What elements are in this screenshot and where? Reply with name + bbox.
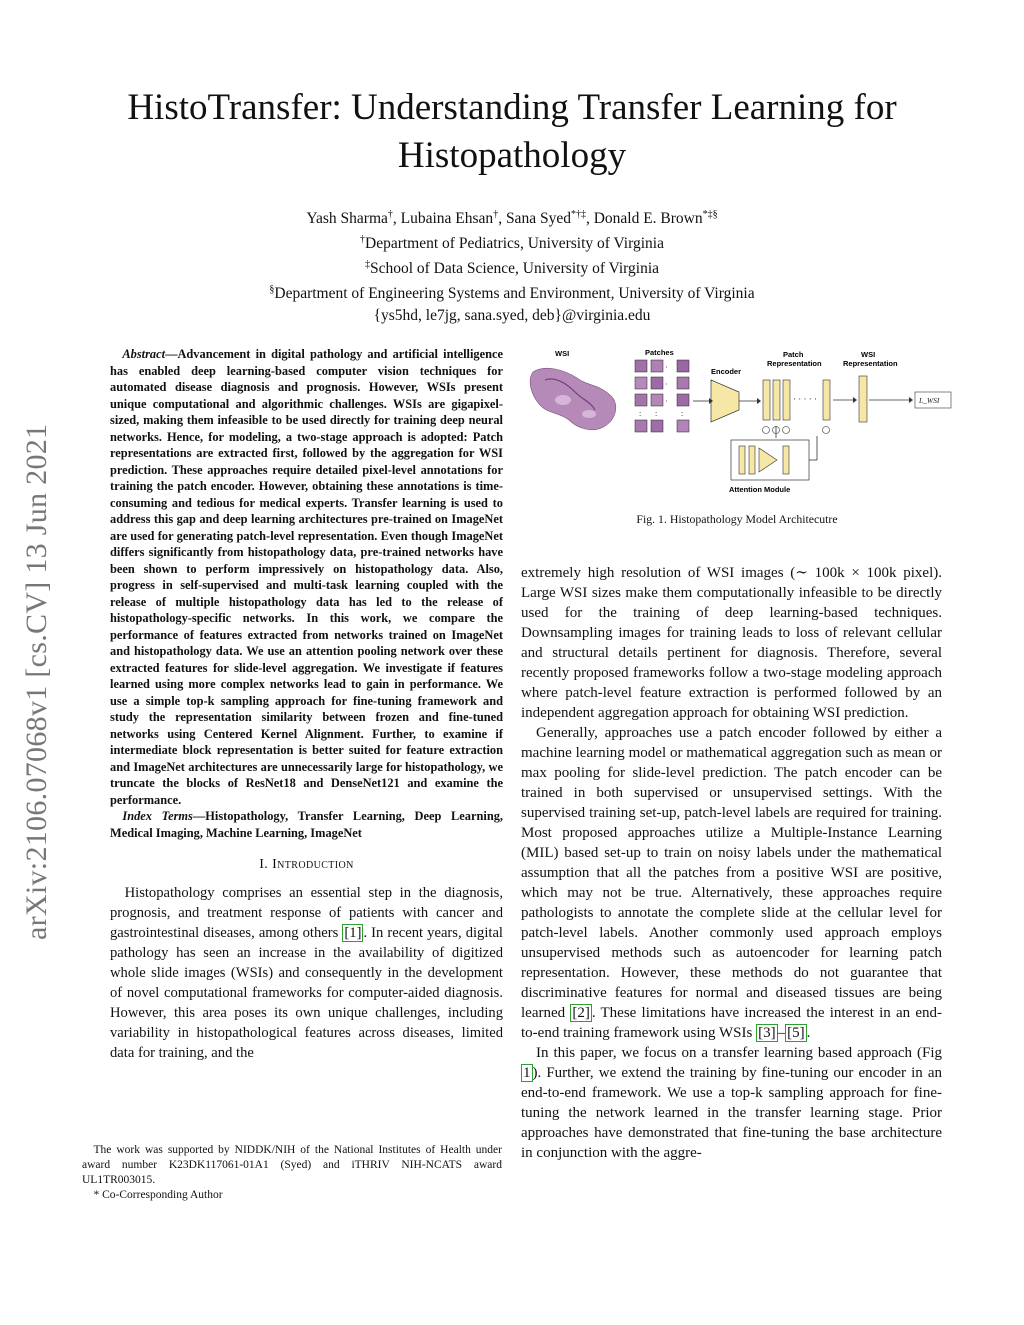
- figure-caption: Fig. 1. Histopathology Model Architecutre: [636, 512, 838, 526]
- label-attention-module: Attention Module: [729, 485, 791, 494]
- right-column: [521, 563, 942, 1163]
- citation-link[interactable]: [1]: [344, 925, 362, 941]
- wsi-representation-bar: [859, 376, 867, 422]
- patch-grid: [635, 360, 689, 432]
- svg-text::: :: [681, 409, 684, 418]
- label-loss: L_WSI: [919, 396, 940, 405]
- affiliation-3: §Department of Engineering Systems and Environment, University of Virginia: [269, 284, 755, 303]
- svg-text:·: ·: [665, 363, 668, 372]
- citation-link[interactable]: [5]: [787, 1025, 805, 1041]
- citation-link[interactable]: [2]: [572, 1005, 590, 1021]
- author-block: [60, 204, 964, 326]
- label-encoder: Encoder: [711, 367, 742, 376]
- abstract: Abstract—Advancement in digital pathology and artificial intelligence has enabled deep learning-based computer vision techniques for automated disease diagnosis and prognosis. However, WSIs present unique computational and algorithmic challenges. WSIs are gigapixel-sized, making them infeasible to be used directly for training deep neural networks. Hence, for modeling, a two-stage approach is adopted: Patch representations are extracted first, followed by the aggregation for WSI prediction. These approaches require detailed pixel-level annotations for training the patch encoder. However, obtaining these annotations is time-consuming and tedious for medical experts. Transfer learning is used to address this gap and deep learning architectures pre-trained on ImageNet are used for generating patch-level representation. Even though ImageNet differs significantly from histopathology data, pre-trained networks have been shown to perform impressively on histopathology data. Also, progress in self-supervised and multi-task learning coupled with the release of multiple histopathology data has led to the release of histopathology-specific networks. In this work, we compare the performance of features extracted from networks trained on ImageNet and histopathology data. We use an attention pooling network over these extracted features for slide-level aggregation. We investigate if features learned using more complex networks lead to gain in performance. We use a simple top-k sampling approach for fine-tuning framework and study the representation similarity between frozen and fine-tuned networks using Centered Kernel Alignment. Further, to examine if intermediate block representation is better suited for feature extraction and ImageNet architectures are unnecessarily large for histopathology, we truncate the blocks of ResNet18 and DenseNet121 and examine the performance.: [110, 347, 503, 807]
- wsi-thumbnail: [530, 368, 616, 430]
- arxiv-stamp: arXiv:2106.07068v1 [cs.CV] 13 Jun 2021: [20, 423, 53, 940]
- svg-text:·: ·: [665, 380, 668, 389]
- svg-text::: :: [639, 409, 642, 418]
- label-patch-rep-1: Patch: [783, 350, 804, 359]
- svg-text:· · · · ·: · · · · ·: [793, 394, 817, 404]
- title-line-1: HistoTransfer: Understanding Transfer Learning for: [127, 87, 897, 128]
- svg-text:·: ·: [665, 397, 668, 406]
- author-names: Yash Sharma†, Lubaina Ehsan†, Sana Syed*†‡, Donald E. Brown*‡§: [306, 209, 718, 228]
- section-heading-introduction: I. Introduction: [259, 857, 354, 872]
- label-wsi-rep-1: WSI: [861, 350, 876, 359]
- architecture-figure: [525, 340, 957, 500]
- left-column: [110, 346, 503, 1063]
- affiliation-2: ‡School of Data Science, University of Virginia: [364, 259, 660, 278]
- paper-title: [60, 84, 964, 180]
- footnote: [82, 1143, 502, 1203]
- funding-note: The work was supported by NIDDK/NIH of the National Institutes of Health under award number K23DK117061-01A1 (Syed) and iTHRIV NIH-NCATS award UL1TR003015.: [82, 1144, 502, 1186]
- label-wsi-rep-2: Representation: [843, 359, 898, 368]
- label-patch-rep-2: Representation: [767, 359, 822, 368]
- author-emails: {ys5hd, le7jg, sana.syed, deb}@virginia.edu: [373, 306, 651, 324]
- title-line-2: Histopathology: [397, 135, 627, 176]
- right-paragraph-3: In this paper, we focus on a transfer learning based approach (Fig 1 ). Further, we extend the training by fine-tuning our encoder in an end-to-end framework. We use a top-k sampling approach for fine-tuning the network learned in the transfer learning stage. Prior approaches have demonstrated that fine-tuning the base architecture in conjunction with the aggre-: [521, 1045, 942, 1161]
- encoder-block: [711, 380, 739, 422]
- affiliation-1: †Department of Pediatrics, University of Virginia: [360, 234, 664, 253]
- label-wsi: WSI: [555, 349, 570, 358]
- citation-link[interactable]: [3]: [758, 1025, 776, 1041]
- svg-text::: :: [655, 409, 658, 418]
- right-paragraph-2: Generally, approaches use a patch encoder followed by either a machine learning model or mathematical aggregation such as mean or max pooling for slide-level prediction. The patch encoder can be trained in both supervised or unsupervised settings. With the supervised training set-up, patch-level labels are required for training. Most proposed approaches utilize a Multiple-Instance Learning (MIL) based set-up to train on noisy labels under the mathematical assumption that all the patches from a positive WSI are positive, which may not be true. Alternatively, these approaches require pathologists to annotate the complete slide at the cellular level for patch-level labels. Another commonly used approach employs unsupervised methods such as autoencoder for learning patch representation. However, these methods do not guarantee that discriminative features for normal and diseased tissues are being learned [2] . These limitations have increased the interest in an end-to-end training framework using WSIs [3] – [5] .: [521, 725, 942, 1041]
- corresponding-note: * Co-Corresponding Author: [93, 1189, 223, 1201]
- intro-paragraph: Histopathology comprises an essential step in the diagnosis, prognosis, and treatment response of patients with cancer and gastrointestinal diseases, among others [1] . In recent years, digital pathology has seen an increase in the availability of digitized whole slide images (WSIs) and consequently in the development of novel computational frameworks for computer-aided diagnosis. However, this area poses its own unique challenges, including variability in histopathological features across diseases, limited data for training, and the: [110, 885, 503, 1061]
- patch-representation-bars: [763, 380, 831, 434]
- index-terms: Index Terms—Histopathology, Transfer Learning, Deep Learning, Medical Imaging, Machine Learning, ImageNet: [110, 809, 504, 840]
- label-patches: Patches: [645, 348, 674, 357]
- figure-link[interactable]: 1: [523, 1065, 531, 1081]
- right-paragraph-1: extremely high resolution of WSI images (∼ 100k × 100k pixel). Large WSI sizes make them computationally infeasible to be directly used for the training of deep learning-based techniques. Downsampling images for training leads to loss of relevant cellular and structural details pertinent for diagnosis. Therefore, several recently proposed frameworks follow a two-stage modeling approach where patch-level feature extraction is performed followed by an independent aggregation approach for obtaining WSI prediction.: [521, 565, 942, 721]
